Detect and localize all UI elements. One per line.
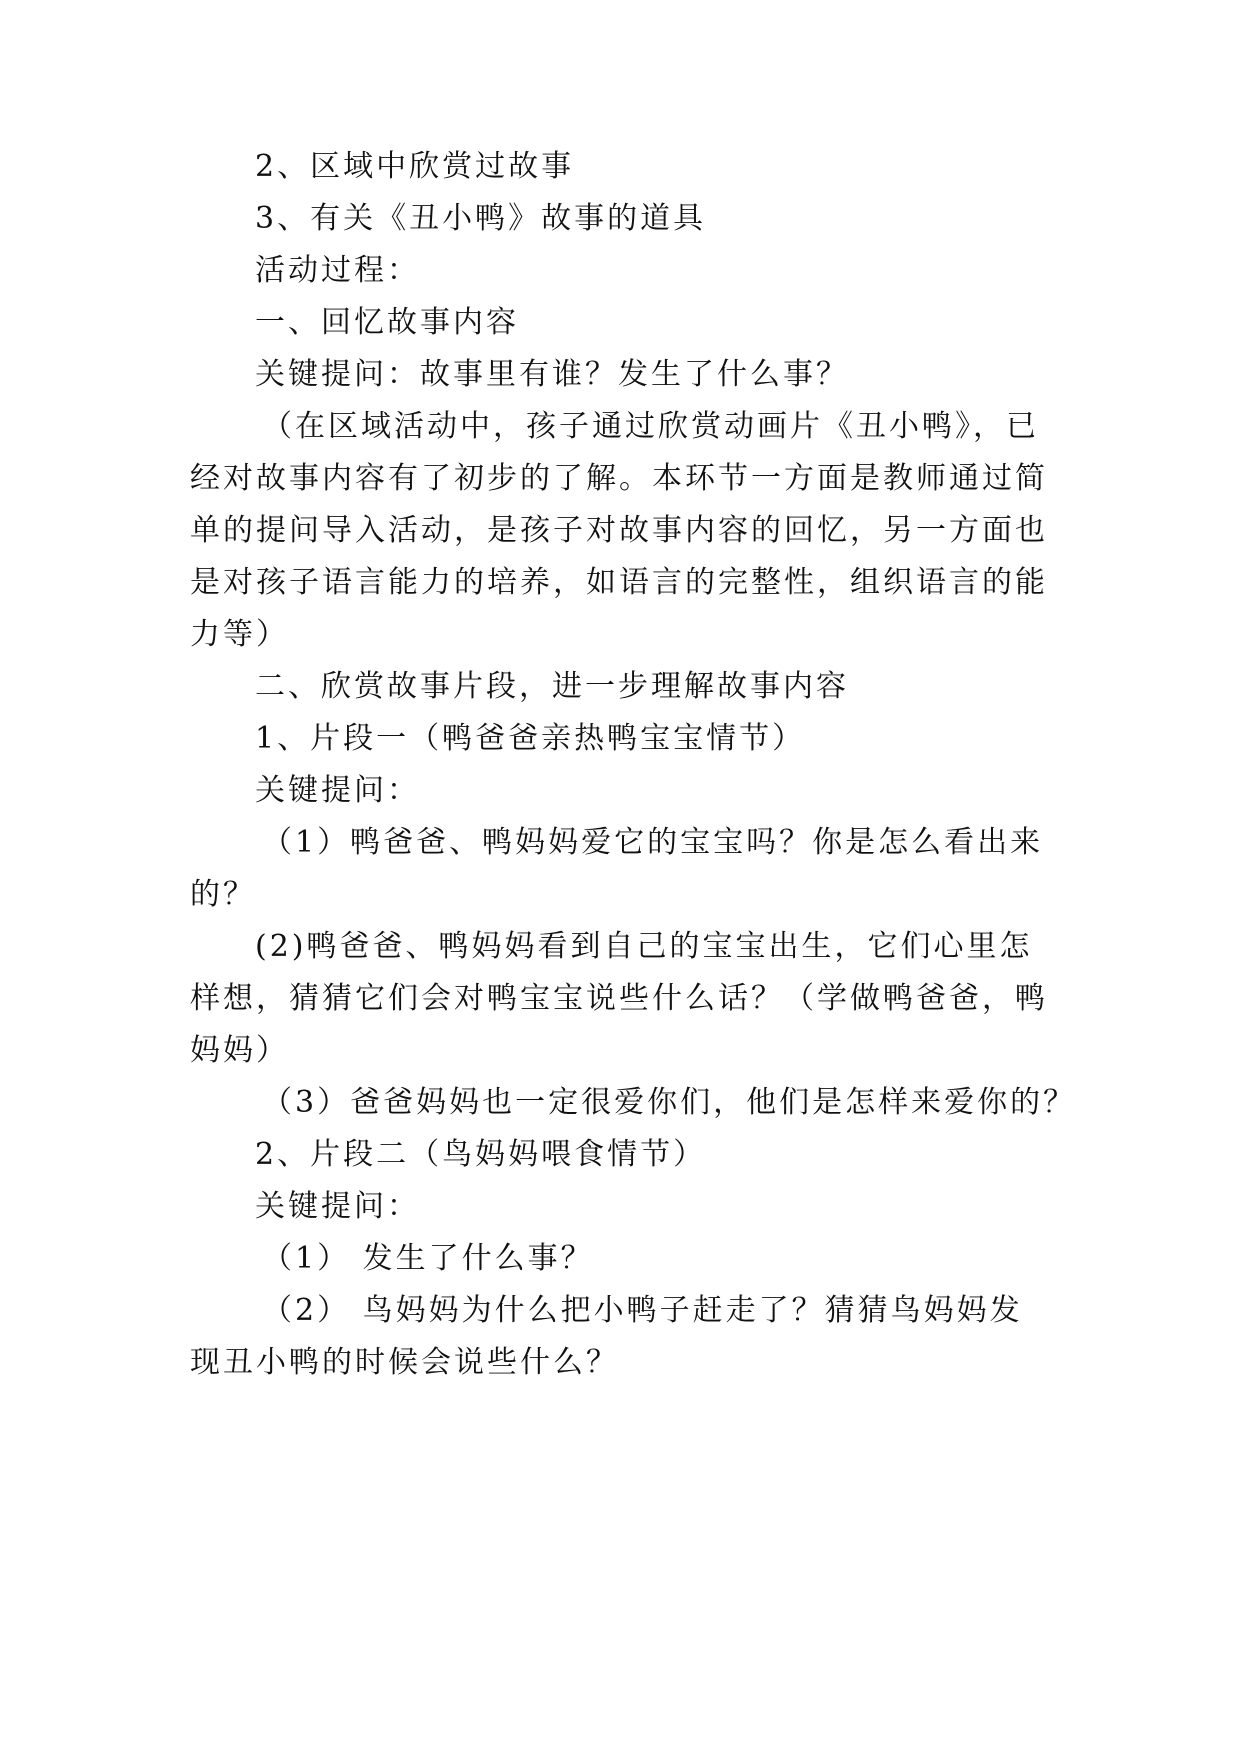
text-line: （在区域活动中，孩子通过欣赏动画片《丑小鸭》，已 (262, 409, 1039, 444)
text-line: （2） 鸟妈妈为什么把小鸭子赶走了？猜猜鸟妈妈发 (262, 1293, 1023, 1328)
text-line: 2、区域中欣赏过故事 (255, 149, 575, 184)
text-line: （1）鸭爸爸、鸭妈妈爱它的宝宝吗？你是怎么看出来 (262, 825, 1044, 860)
text-line: 一、回忆故事内容 (255, 305, 519, 340)
text-line: 单的提问导入活动，是孩子对故事内容的回忆，另一方面也 (190, 513, 1048, 548)
text-line: 现丑小鸭的时候会说些什么？ (190, 1345, 619, 1380)
text-line: 1、片段一（鸭爸爸亲热鸭宝宝情节） (255, 721, 806, 756)
text-line: 3、有关《丑小鸭》故事的道具 (255, 201, 707, 236)
text-line: 关键提问：故事里有谁？发生了什么事？ (255, 357, 849, 392)
text-line: 2、片段二（鸟妈妈喂食情节） (255, 1137, 707, 1172)
text-line: （1） 发生了什么事？ (262, 1241, 594, 1276)
text-line: 关键提问： (255, 1189, 420, 1224)
text-line: 的？ (190, 877, 256, 912)
text-line: 力等） (190, 617, 289, 652)
text-line: 活动过程： (255, 253, 420, 288)
text-line: 关键提问： (255, 773, 420, 808)
text-line: 妈妈） (190, 1033, 289, 1068)
text-line: 样想，猜猜它们会对鸭宝宝说些什么话？（学做鸭爸爸，鸭 (190, 981, 1048, 1016)
text-line: （3）爸爸妈妈也一定很爱你们，他们是怎样来爱你的？ (262, 1085, 1077, 1120)
text-line: 二、欣赏故事片段，进一步理解故事内容 (255, 669, 849, 704)
text-line: (2)鸭爸爸、鸭妈妈看到自己的宝宝出生，它们心里怎 (255, 929, 1033, 964)
text-line: 经对故事内容有了初步的了解。本环节一方面是教师通过简 (190, 461, 1048, 496)
text-line: 是对孩子语言能力的培养，如语言的完整性，组织语言的能 (190, 565, 1048, 600)
